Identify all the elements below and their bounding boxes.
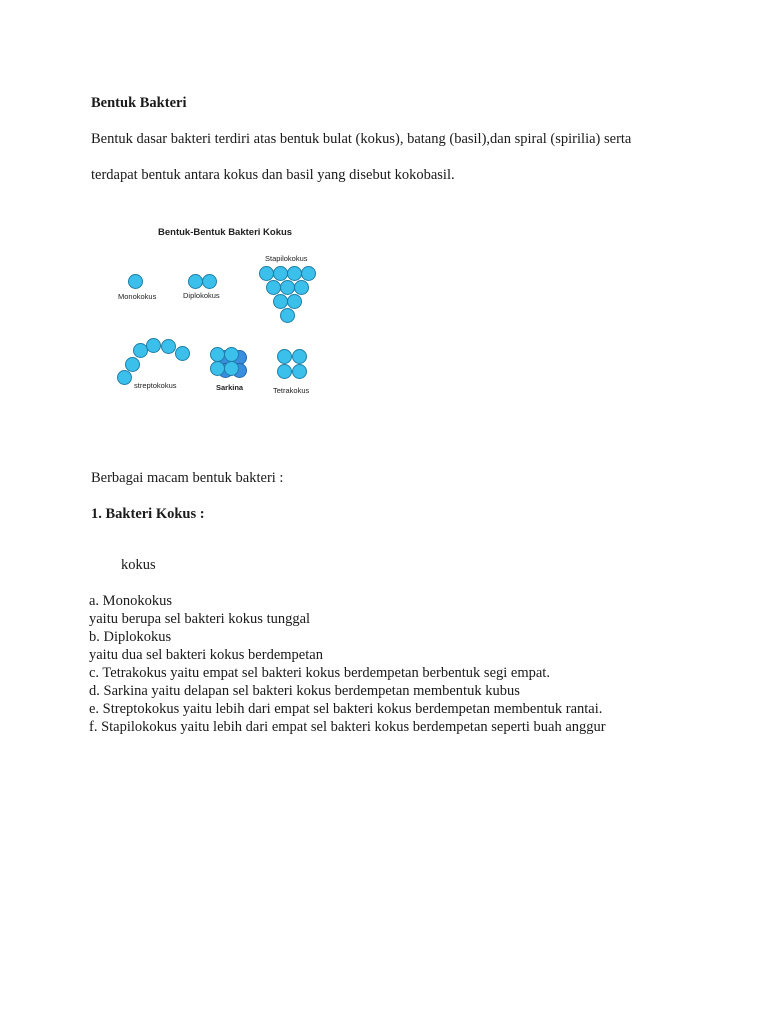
list-item: yaitu berupa sel bakteri kokus tunggal [89,611,311,627]
diplokokus-cell-icon [202,274,217,289]
sarkina-cell-icon [210,347,225,362]
tetrakokus-cell-icon [277,349,292,364]
stapilokokus-cell-icon [259,266,274,281]
stapilokokus-cell-icon [301,266,316,281]
section-intro: Berbagai macam bentuk bakteri : [91,470,284,486]
page-heading: Bentuk Bakteri [91,95,187,111]
sarkina-cell-icon [210,361,225,376]
sarkina-cell-icon [224,347,239,362]
diplokokus-label: Diplokokus [183,291,220,300]
list-item: f. Stapilokokus yaitu lebih dari empat sel bakteri kokus berdempetan seperti buah anggur [89,719,606,735]
stapilokokus-cell-icon [287,266,302,281]
tetrakokus-cell-icon [292,349,307,364]
intro-line-2: terdapat bentuk antara kokus dan basil yang disebut kokobasil. [91,167,455,183]
streptokokus-cell-icon [146,338,161,353]
stapilokokus-cell-icon [266,280,281,295]
tetrakokus-cell-icon [277,364,292,379]
tetrakokus-label: Tetrakokus [273,386,310,395]
cocci-diagram [105,222,345,402]
stapilokokus-cell-icon [294,280,309,295]
tetrakokus-cell-icon [292,364,307,379]
sarkina-cell-icon [224,361,239,376]
streptokokus-cell-icon [161,339,176,354]
diagram-title: Bentuk-Bentuk Bakteri Kokus [158,227,293,238]
list-item: c. Tetrakokus yaitu empat sel bakteri kokus berdempetan berbentuk segi empat. [89,665,550,681]
stapilokokus-cell-icon [280,280,295,295]
streptokokus-label: streptokokus [134,381,177,390]
streptokokus-cell-icon [175,346,190,361]
stapilokokus-cell-icon [273,266,288,281]
stapilokokus-cell-icon [273,294,288,309]
list-item: yaitu dua sel bakteri kokus berdempetan [89,647,323,663]
streptokokus-cell-icon [125,357,140,372]
list-item: a. Monokokus [89,593,172,609]
list-item: b. Diplokokus [89,629,172,645]
list-item: d. Sarkina yaitu delapan sel bakteri kokus berdempetan membentuk kubus [89,683,520,699]
sarkina-label: Sarkina [216,383,244,392]
stapilokokus-cell-icon [280,308,295,323]
intro-line-1: Bentuk dasar bakteri terdiri atas bentuk bulat (kokus), batang (basil),dan spiral (spirilia) serta [91,131,632,147]
indented-word: kokus [121,557,156,573]
monokokus-label: Monokokus [118,292,157,301]
list-item: e. Streptokokus yaitu lebih dari empat sel bakteri kokus berdempetan membentuk rantai. [89,701,603,717]
stapilokokus-cell-icon [287,294,302,309]
diplokokus-cell-icon [188,274,203,289]
streptokokus-cell-icon [117,370,132,385]
section-heading: 1. Bakteri Kokus : [91,506,205,522]
monokokus-cell-icon [128,274,143,289]
stapilokokus-label: Stapilokokus [265,254,308,263]
